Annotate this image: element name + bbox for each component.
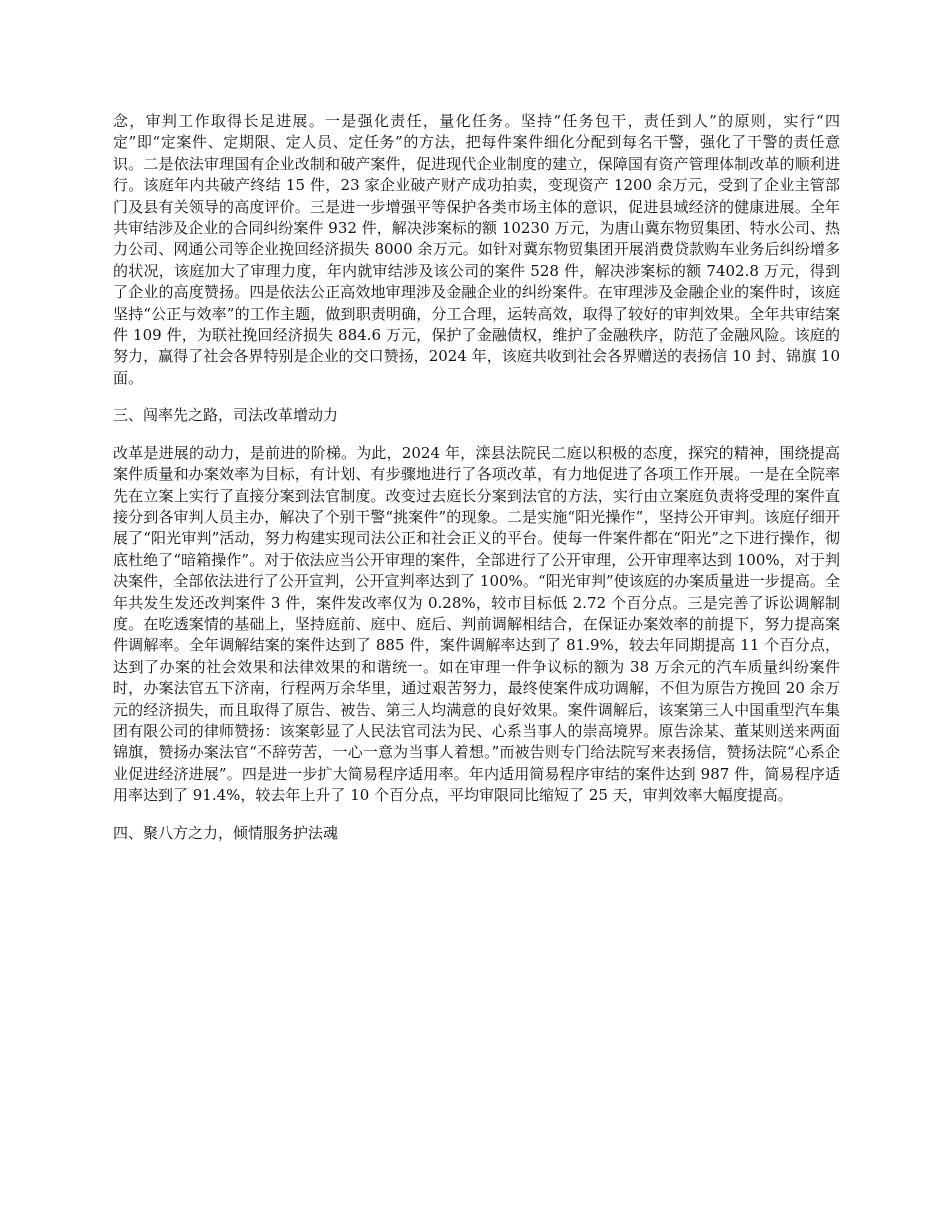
section-heading-3: 三、闯率先之路，司法改革增动力 bbox=[113, 406, 339, 425]
paragraph-enterprise-trials: 念，审判工作取得长足进展。一是强化责任，量化任务。坚持“任务包干，责任到人”的原则，实行“四定”即“定案件、定期限、定人员、定任务”的方法，把每件案件细化分配到每名干警，强化了干警的责任意识。二是依法审理国有企业改制和破产案件，促进现代企业制度的建立，保障国有资产管理体制改革的顺利进行。该庭年内共破产终结 15 件，23 家企业破产财产成功拍卖，变现资产 1200 余万元，受到了企业主管部门及县有关领导的高度评价。三是进一步增强平等保护各类市场主体的意识，促进县域经济的健康进展。全年共审结涉及企业的合同纠纷案件 932 件，解决涉案标的额 10230 万元，为唐山冀东物贸集团、特水公司、热力公司、网通公司等企业挽回经济损失 8000 余万元。如针对冀东物贸集团开展消费贷款购车业务后纠纷增多的状况，该庭加大了审理力度，年内就审结涉及该公司的案件 528 件，解决涉案标的额 7402.8 万元，得到了企业的高度赞扬。四是依法公正高效地审理涉及金融企业的纠纷案件。在审理涉及金融企业的案件时，该庭坚持“公正与效率”的工作主题，做到职责明确，分工合理，运转高效，取得了较好的审判效果。全年共审结案件 109 件，为联社挽回经济损失 884.6 万元，保护了金融债权，维护了金融秩序，防范了金融风险。该庭的努力，赢得了社会各界特别是企业的交口赞扬，2024 年，该庭共收到社会各界赠送的表扬信 10 封、锦旗 10 面。 bbox=[113, 112, 840, 387]
section-heading-4: 四、聚八方之力，倾情服务护法魂 bbox=[113, 823, 339, 842]
paragraph-judicial-reform: 改革是进展的动力，是前进的阶梯。为此，2024 年，滦县法院民二庭以积极的态度，探究的精神，围绕提高案件质量和办案效率为目标，有计划、有步骤地进行了各项改革，有力地促进了各项工作开展。一是在全院率先在立案上实行了直接分案到法官制度。改变过去庭长分案到法官的方法，实行由立案庭负责将受理的案件直接分到各审判人员主办，解决了个别干警“挑案件”的现象。二是实施“阳光操作”，坚持公开审判。该庭仔细开展了“阳光审判”活动，努力构建实现司法公正和社会正义的平台。使每一件案件都在“阳光”之下进行操作，彻底杜绝了“暗箱操作”。对于依法应当公开审理的案件，全部进行了公开审理，公开审理率达到 100%，对于判决案件，全部依法进行了公开宣判，公开宣判率达到了 100%。“阳光审判”使该庭的办案质量进一步提高。全年共发生发还改判案件 3 件，案件发改率仅为 0.28%，较市目标低 2.72 个百分点。三是完善了诉讼调解制度。在吃透案情的基础上，坚持庭前、庭中、庭后、判前调解相结合，在保证办案效率的前提下，努力提高案件调解率。全年调解结案的案件达到了 885 件，案件调解率达到了 81.9%，较去年同期提高 11 个百分点，达到了办案的社会效果和法律效果的和谐统一。如在审理一件争议标的额为 38 万余元的汽车质量纠纷案件时，办案法官五下济南，行程两万余华里，通过艰苦努力，最终使案件成功调解，不但为原告方挽回 20 余万元的经济损失，而且取得了原告、被告、第三人均满意的良好效果。案件调解后，该案第三人中国重型汽车集团有限公司的律师赞扬：该案彰显了人民法官司法为民、心系当事人的崇高境界。原告涂某、董某则送来两面锦旗，赞扬办案法官“不辞劳苦，一心一意为当事人着想。”而被告则专门给法院写来表扬信，赞扬法院“心系企业促进经济进展”。四是进一步扩大简易程序适用率。年内适用简易程序审结的案件达到 987 件，简易程序适用率达到了 91.4%，较去年上升了 10 个百分点，平均审限同比缩短了 25 天，审判效率大幅度提高。 bbox=[113, 443, 840, 805]
document-page bbox=[113, 111, 840, 860]
